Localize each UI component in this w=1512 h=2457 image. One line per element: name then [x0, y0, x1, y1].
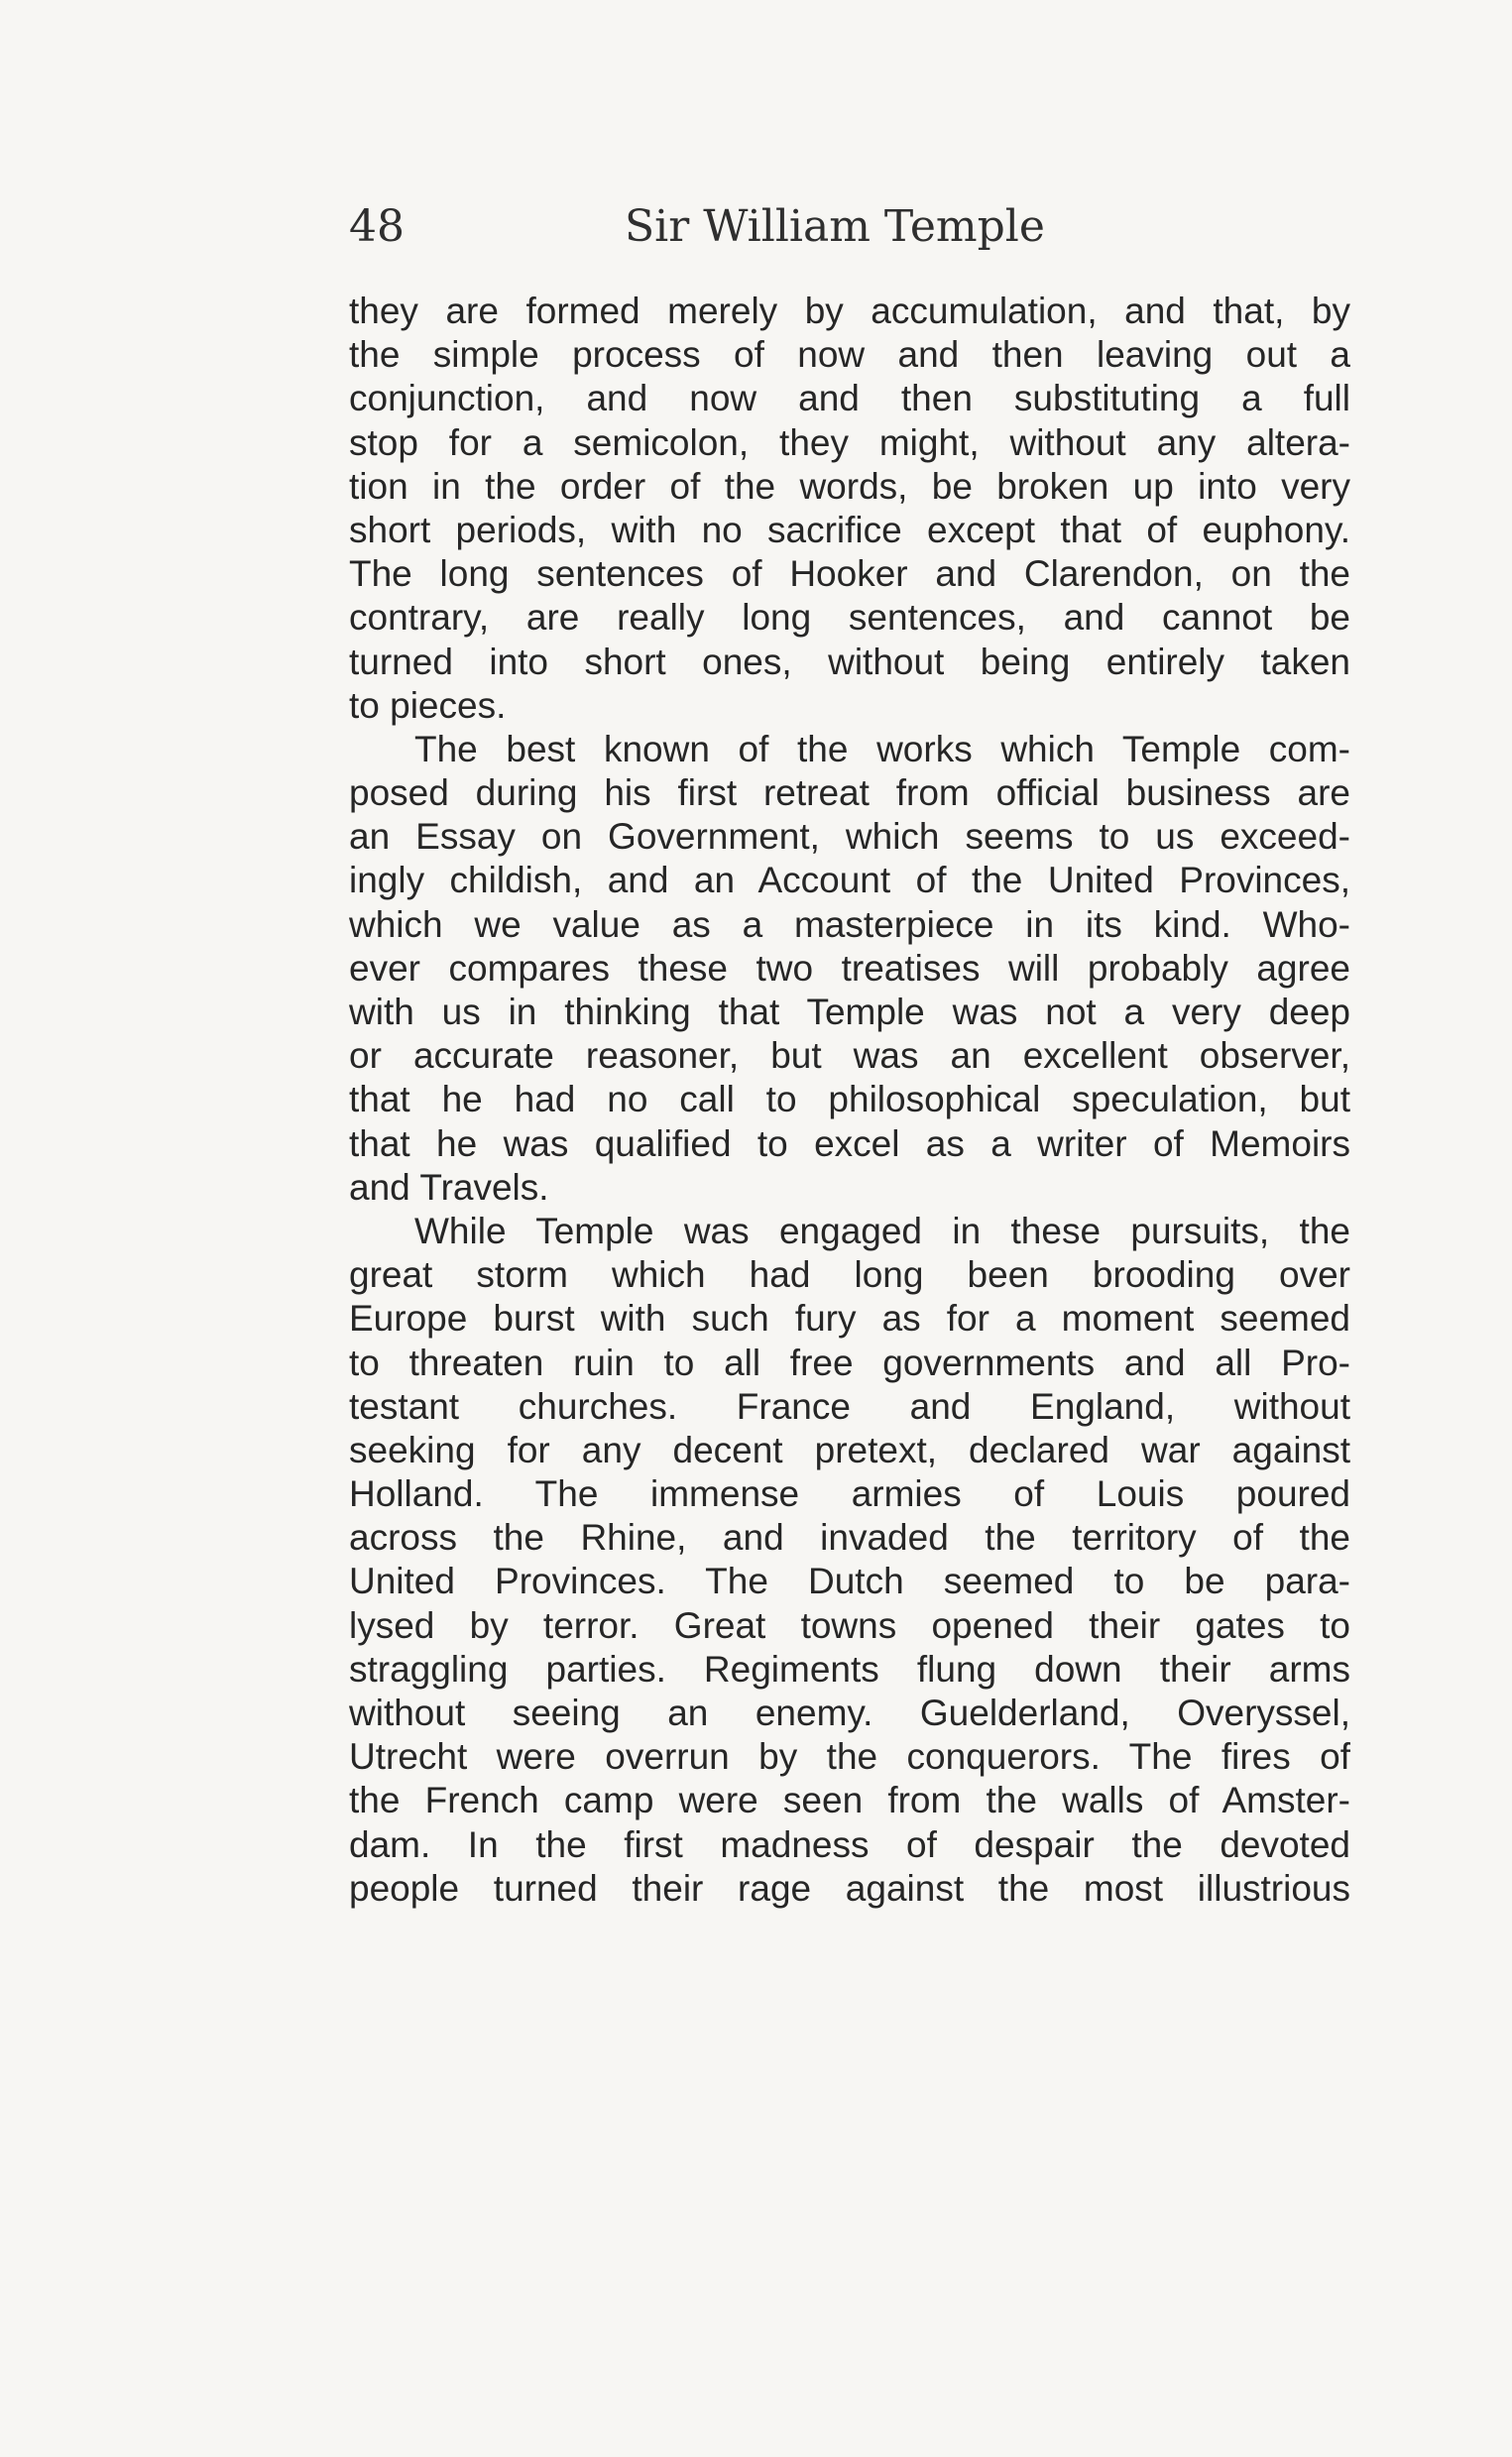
text-line: stop for a semicolon, they might, without any altera-	[349, 421, 1350, 463]
text-line: which we value as a masterpiece in its kind. Who-	[349, 903, 1350, 945]
text-line: without seeing an enemy. Guelderland, Overyssel,	[349, 1693, 1350, 1733]
text-line: with us in thinking that Temple was not a very deep	[349, 992, 1350, 1032]
text-line: that he had no call to philosophical speculation, but	[349, 1079, 1350, 1120]
text-line: conjunction, and now and then substituting a full	[349, 378, 1350, 419]
text-line: across the Rhine, and invaded the territory of the	[349, 1517, 1350, 1559]
text-line: ever compares these two treatises will probably agree	[349, 947, 1350, 989]
text-line: or accurate reasoner, but was an excellent observer,	[349, 1035, 1350, 1077]
page-number: 48	[349, 201, 405, 252]
text-line: great storm which had long been brooding over	[349, 1254, 1350, 1296]
text-line: Utrecht were overrun by the conquerors. The fires of	[349, 1736, 1350, 1778]
text-line: The long sentences of Hooker and Clarendon, on the	[349, 553, 1350, 595]
text-line: United Provinces. The Dutch seemed to be para-	[349, 1561, 1350, 1602]
text-line: testant churches. France and England, without	[349, 1385, 1350, 1427]
text-line: short periods, with no sacrifice except that of euphony.	[349, 509, 1350, 550]
text-line: seeking for any decent pretext, declared war against	[349, 1429, 1350, 1470]
text-line: the French camp were seen from the walls of Amster-	[349, 1780, 1350, 1821]
text-line: Europe burst with such fury as for a moment seemed	[349, 1298, 1350, 1340]
text-line: contrary, are really long sentences, and cannot be	[349, 597, 1350, 639]
text-line: dam. In the first madness of despair the devoted	[349, 1823, 1350, 1865]
text-line: they are formed merely by accumulation, and that, by	[349, 291, 1350, 331]
text-line: to threaten ruin to all free governments and all Pro-	[349, 1342, 1350, 1383]
running-head	[349, 201, 1350, 271]
text-line: tion in the order of the words, be broken up into very	[349, 465, 1350, 507]
text-line: ingly childish, and an Account of the United Provinces,	[349, 860, 1350, 901]
text-line: turned into short ones, without being entirely taken	[349, 641, 1350, 682]
paragraph-start-line: While Temple was engaged in these pursuits, the	[414, 1210, 1350, 1251]
text-line: posed during his first retreat from official business are	[349, 772, 1350, 814]
running-title: Sir William Temple	[625, 201, 1045, 252]
text-line: straggling parties. Regiments flung down their arms	[349, 1648, 1350, 1690]
text-line: an Essay on Government, which seems to us exceed-	[349, 816, 1350, 858]
text-line: and Travels.	[349, 1166, 549, 1208]
text-line: that he was qualified to excel as a writer of Memoirs	[349, 1122, 1350, 1164]
text-line: lysed by terror. Great towns opened their gates to	[349, 1604, 1350, 1646]
text-line: Holland. The immense armies of Louis poured	[349, 1473, 1350, 1515]
text-line: to pieces.	[349, 684, 507, 726]
text-line: people turned their rage against the most illustrious	[349, 1867, 1350, 1909]
text-line: the simple process of now and then leaving out a	[349, 334, 1350, 376]
paragraph-start-line: The best known of the works which Temple com-	[414, 728, 1350, 769]
body-text	[349, 290, 1350, 1911]
